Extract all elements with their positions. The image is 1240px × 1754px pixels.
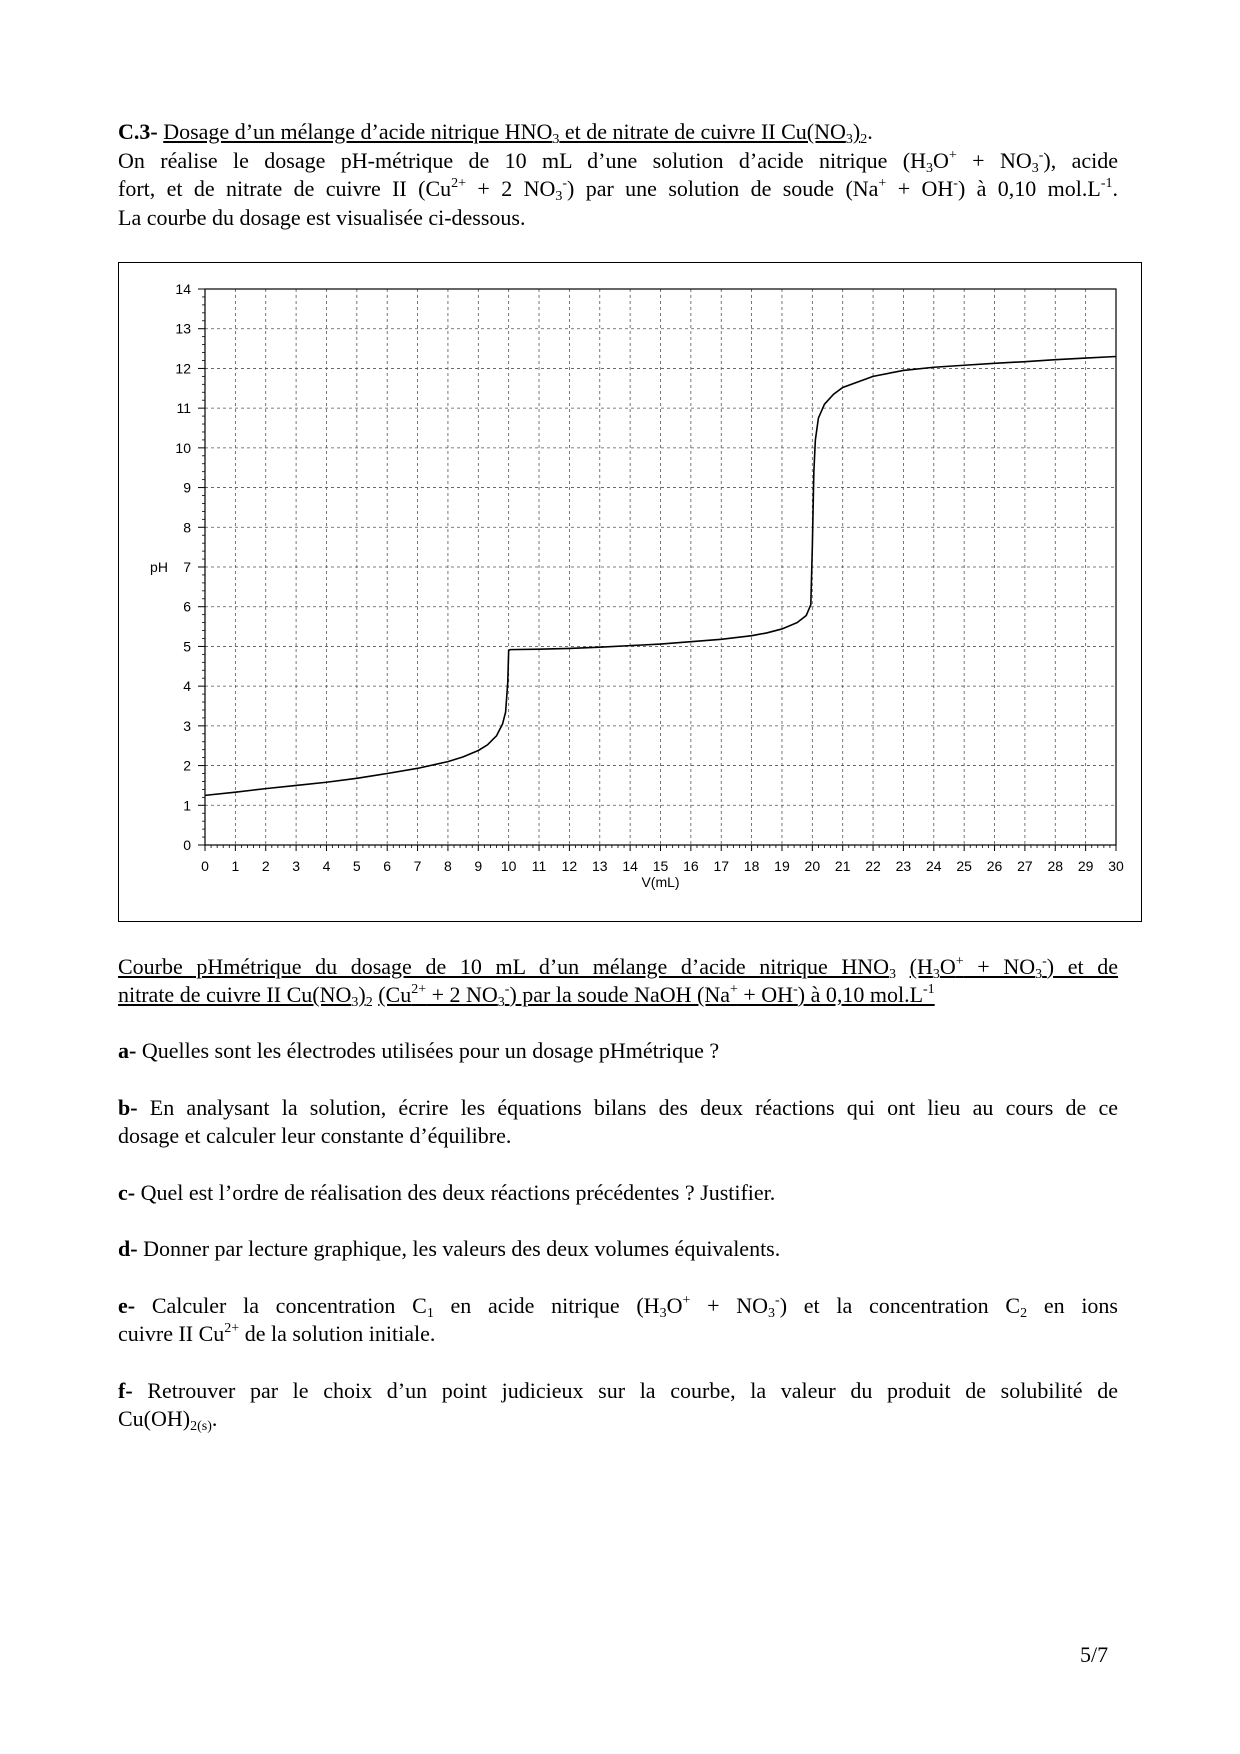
- x-tick-label-20: 20: [804, 858, 821, 874]
- y-tick-label-13: 13: [175, 320, 191, 337]
- x-tick-label-17: 17: [713, 858, 730, 874]
- x-tick-label-6: 6: [383, 858, 392, 874]
- x-tick-label-25: 25: [956, 858, 972, 874]
- titration-chart: [118, 262, 1142, 922]
- x-tick-label-19: 19: [774, 858, 790, 874]
- section-number: C.3-: [118, 119, 158, 144]
- x-tick-label-4: 4: [322, 858, 331, 874]
- x-tick-label-30: 30: [1108, 858, 1124, 874]
- x-tick-labels: [201, 858, 1124, 874]
- y-axis-label: pH: [150, 559, 168, 575]
- question-e-line-1: e- Calculer la concentration $C_1$ en acide nitrique $(H_3O^+ + NO_3^-)$ et la concentration $C_2$ en ions: [118, 1293, 1118, 1321]
- y-tick-labels: [175, 281, 191, 853]
- y-tick-label-6: 6: [183, 598, 191, 615]
- y-tick-label-5: 5: [183, 638, 191, 655]
- x-tick-label-16: 16: [683, 858, 699, 874]
- x-tick-label-11: 11: [531, 858, 547, 874]
- y-tick-label-4: 4: [183, 678, 191, 695]
- figure-caption-line-2: nitrate de cuivre II $Cu(NO_3)_2$ ($Cu^{2+} + 2$ $NO_3^-$) par la soude NaOH (Na+ + OH-) à 0,10 $mol.L^{-1}$: [118, 982, 935, 1010]
- x-tick-label-12: 12: [561, 858, 578, 874]
- x-tick-label-2: 2: [261, 858, 270, 874]
- question-b-line-1: b- En analysant la solution, écrire les équations bilans des deux réactions qui ont lieu au cours de ce: [118, 1095, 1118, 1120]
- x-tick-label-22: 22: [865, 858, 881, 874]
- question-a: a- Quelles sont les électrodes utilisées pour un dosage pHmétrique ?: [118, 1038, 720, 1063]
- x-tick-label-27: 27: [1017, 858, 1033, 874]
- section-title: C.3- Dosage d’un mélange d’acide nitrique $HNO_3$ et de nitrate de cuivre II $Cu(NO_3)_2$.: [118, 119, 873, 147]
- page-number: 5/7: [1080, 1642, 1109, 1667]
- x-axis-label: V(mL): [641, 874, 680, 890]
- x-tick-label-14: 14: [622, 858, 638, 874]
- y-tick-label-3: 3: [183, 717, 191, 734]
- question-b-line-2: dosage et calculer leur constante d’équilibre.: [118, 1123, 512, 1148]
- x-tick-label-15: 15: [652, 858, 669, 874]
- y-tick-label-1: 1: [183, 797, 191, 814]
- x-tick-label-9: 9: [474, 858, 483, 874]
- x-tick-label-26: 26: [986, 858, 1003, 874]
- x-tick-label-18: 18: [743, 858, 760, 874]
- y-tick-label-9: 9: [183, 479, 191, 496]
- question-f-line-2: $Cu(OH)_{2(s)}$.: [118, 1406, 218, 1434]
- x-tick-label-8: 8: [444, 858, 452, 874]
- y-tick-label-14: 14: [175, 281, 191, 297]
- x-tick-label-0: 0: [201, 858, 209, 874]
- section-heading: Dosage d’un mélange d’acide nitrique $HNO_3$ et de nitrate de cuivre II $Cu(NO_3)_2$: [163, 119, 868, 147]
- x-tick-label-1: 1: [231, 858, 240, 874]
- chart-grid: [205, 289, 1116, 845]
- x-tick-label-10: 10: [500, 858, 517, 874]
- y-tick-label-12: 12: [175, 360, 191, 377]
- x-tick-label-3: 3: [292, 858, 300, 874]
- question-c: c- Quel est l’ordre de réalisation des deux réactions précédentes ? Justifier.: [118, 1180, 776, 1205]
- y-tick-label-7: 7: [183, 559, 191, 575]
- intro-line-1: On réalise le dosage pH-métrique de 10 mL d’une solution d’acide nitrique $(H_3O^+ + NO_3^-)$, acide: [118, 148, 1119, 176]
- titration-chart-svg: [119, 263, 1140, 920]
- figure-caption-line-1: Courbe pHmétrique du dosage de 10 mL d’un mélange d’acide nitrique $HNO_3$ $(H_3O^+ + NO_3^-)$ et de: [118, 954, 1119, 982]
- x-tick-label-24: 24: [926, 858, 942, 874]
- x-tick-label-13: 13: [591, 858, 608, 874]
- question-d: d- Donner par lecture graphique, les valeurs des deux volumes équivalents.: [118, 1236, 781, 1261]
- x-tick-label-29: 29: [1077, 858, 1094, 874]
- x-tick-label-21: 21: [834, 858, 851, 874]
- x-tick-label-28: 28: [1047, 858, 1064, 874]
- chart-ticks: [198, 289, 1116, 851]
- x-tick-label-7: 7: [413, 858, 422, 874]
- intro-line-2: fort, et de nitrate de cuivre II ($Cu^{2+} + 2$ $NO_3^-$) par une solution de soude (Na+ + OH-) à 0,10 $mol.L^{-1}$.: [118, 176, 1118, 204]
- y-tick-label-10: 10: [175, 439, 191, 456]
- x-tick-label-5: 5: [352, 858, 361, 874]
- question-e-line-2: cuivre II $Cu^{2+}$ de la solution initiale.: [118, 1321, 436, 1346]
- question-f-line-1: f- Retrouver par le choix d’un point judicieux sur la courbe, la valeur du produit de solubilité de: [118, 1378, 1118, 1403]
- y-tick-label-11: 11: [176, 400, 191, 417]
- y-tick-label-8: 8: [183, 519, 191, 536]
- y-tick-label-0: 0: [183, 837, 191, 853]
- x-tick-label-23: 23: [895, 858, 912, 874]
- y-tick-label-2: 2: [183, 757, 191, 774]
- intro-line-3: La courbe du dosage est visualisée ci-dessous.: [118, 205, 526, 230]
